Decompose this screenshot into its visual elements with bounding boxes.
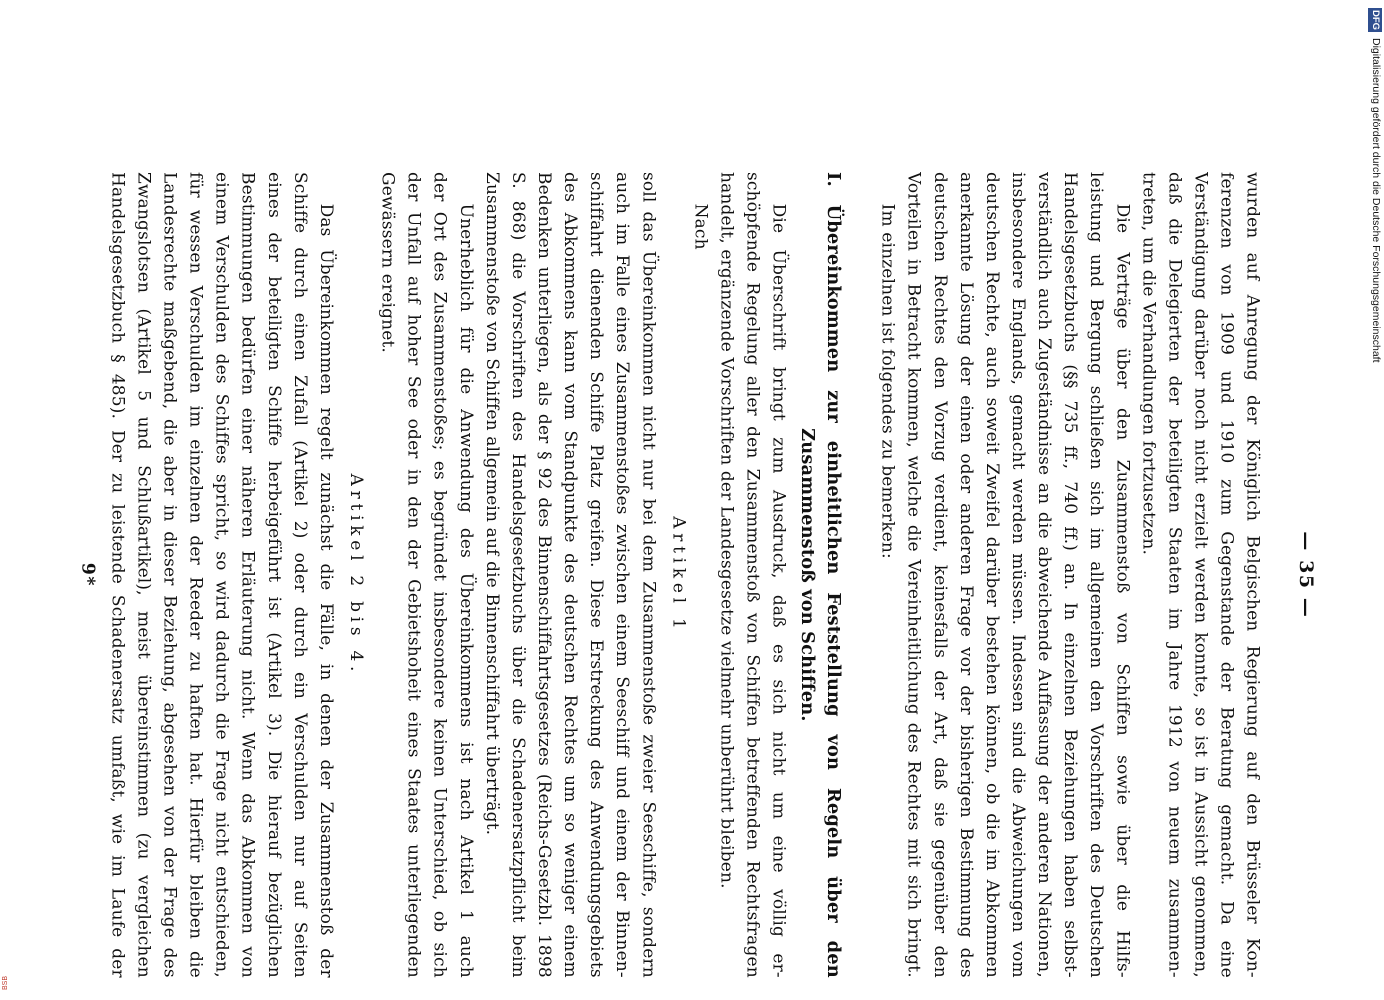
article-heading: Artikel 1 — [668, 516, 689, 634]
text-line: Schiffe durch einen Zufall (Artikel 2) oder durch ein Verschulden nur auf Seiten — [290, 172, 310, 978]
section-heading: I. Übereinkommen zur einheitlichen Feststellung von Regeln über den — [823, 172, 844, 978]
text-line: Verständigung darüber noch nicht erzielt werden konnte, so ist in Aussicht genommen, — [1190, 172, 1211, 978]
text-line: deutschen Rechte, auch soweit Zweifel darüber bestehen können, ob die im Abkommen — [982, 172, 1002, 978]
text-line: treten, um die Verhandlungen fortzusetzen. — [1138, 172, 1159, 556]
text-line: Die Verträge über den Zusammenstoß von Schiffen sowie über die Hilfs- — [1112, 203, 1133, 978]
library-mark: BSB — [2, 975, 9, 990]
text-line: Handelsgesetzbuchs (§§ 735 ff., 740 ff.) an. In einzelnen Beziehungen haben selbst- — [1060, 172, 1081, 978]
text-line: schiffahrt dienenden Schiffe Platz greifen. Diese Erstreckung des Anwendungsgebiets — [586, 172, 607, 978]
text-line: daß die Delegierten der beteiligten Staaten im Jahre 1912 von neuem zusammen- — [1164, 172, 1185, 978]
text-line: Bedenken unterliegen, als der § 92 des Binnenschiffahrtsgesetzes (Reichs-Gesetzbl. 1898 — [534, 172, 554, 978]
text-line: wurden auf Anregung der Königlich Belgischen Regierung auf den Brüsseler Kon- — [1242, 172, 1263, 978]
text-line: Landesrechte maßgebend, die aber in dieser Beziehung, abgesehen von der Frage des — [159, 172, 180, 978]
credit-text: Digitalisierung gefördert durch die Deutsche Forschungsgemeinschaft — [1370, 37, 1382, 363]
text-line: des Abkommens kann vom Standpunkte des deutschen Rechtes um so weniger einem — [560, 172, 581, 978]
text-line: schöpfende Regelung aller den Zusammenstoß von Schiffen betreffenden Rechtsfragen — [742, 172, 763, 978]
text-line: Handelsgesetzbuch § 485). Der zu leistende Schadenersatz umfaßt, wie im Laufe der — [107, 172, 128, 978]
text-line: auch im Falle eines Zusammenstoßes zwischen einem Seeschiff und einem der Binnen- — [612, 172, 633, 978]
text-line: ferenzen von 1909 und 1910 zum Gegenstande der Beratung gemacht. Da eine — [1216, 172, 1237, 978]
section-heading: Zusammenstoß von Schiffen. — [797, 428, 818, 722]
text-line: Nach — [690, 203, 711, 250]
text-line: Das Übereinkommen regelt zunächst die Fälle, in denen der Zusammenstoß der — [316, 203, 336, 978]
page-footer-mark: 9* — [77, 562, 99, 588]
text-line: Die Überschrift bringt zum Ausdruck, daß es sich nicht um eine völlig er- — [768, 203, 789, 978]
text-line: leistung und Bergung schließen sich im allgemeinen den Vorschriften des Deutschen — [1086, 172, 1107, 978]
text-line: deutschen Rechtes den Vorzug verdient, keinesfalls der Art, daß sie gegenüber den — [930, 172, 950, 978]
text-line: Bestimmungen bedürfen einer näheren Erläuterung nicht. Wenn das Abkommen von — [237, 172, 258, 978]
text-line: Unerheblich für die Anwendung des Übereinkommens ist nach Artikel 1 auch — [456, 203, 476, 978]
text-line: Zwangslotsen (Artikel 5 und Schlußartikel), meist übereinstimmen (zu vergleichen — [133, 172, 154, 978]
text-line: handelt, ergänzende Vorschriften der Landesgesetze vielmehr unberührt bleiben. — [716, 172, 737, 889]
text-line: für wessen Verschulden im einzelnen der Reeder zu haften hat. Hierfür bleiben die — [185, 172, 206, 978]
page-header: — 35 — — [1295, 531, 1318, 619]
text-line: verständlich auch Zugeständnisse an die abweichende Auffassung der anderen Nationen, — [1034, 172, 1055, 978]
text-line: der Ort des Zusammenstoßes; es begründet insbesondere keinen Unterschied, ob sich — [429, 172, 450, 978]
text-line: Vorteilen in Betracht kommen, welche die Vereinheitlichung des Rechtes mit sich bringt. — [903, 172, 924, 978]
text-line: Im einzelnen ist folgendes zu bemerken: — [877, 203, 898, 559]
text-line: Zusammenstoße von Schiffen allgemein auf die Binnenschiffahrt überträgt. — [482, 172, 502, 836]
dfg-logo: DFG — [1370, 10, 1381, 31]
text-line: soll das Übereinkommen nicht nur bei dem Zusammenstoße zweier Seeschiffe, sondern — [638, 172, 659, 978]
text-line: insbesondere Englands, gemacht werden müssen. Indessen sind die Abweichungen vom — [1008, 172, 1028, 978]
text-line: eines der beteiligten Schiffe herbeigeführt ist (Artikel 3). Die hierauf bezüglichen — [264, 172, 284, 978]
text-line: S. 868) die Vorschriften des Handelsgesetzbuchs über die Schadenersatzpflicht beim — [508, 172, 528, 978]
rotated-page — [77, 172, 1318, 978]
text-line: Gewässern ereignet. — [377, 172, 398, 353]
text-line: einem Verschulden des Schiffes spricht, so wird dadurch die Frage nicht entschieden, — [211, 172, 232, 978]
text-line: anerkannte Lösung der einen oder anderen Frage vor der bisherigen Bestimmung des — [956, 172, 976, 978]
article-heading: Artikel 2 bis 4. — [346, 473, 366, 677]
text-line: der Unfall auf hoher See oder in den der Gebietshoheit eines Staates unterliegenden — [403, 172, 424, 978]
digitization-credit — [1369, 8, 1383, 393]
